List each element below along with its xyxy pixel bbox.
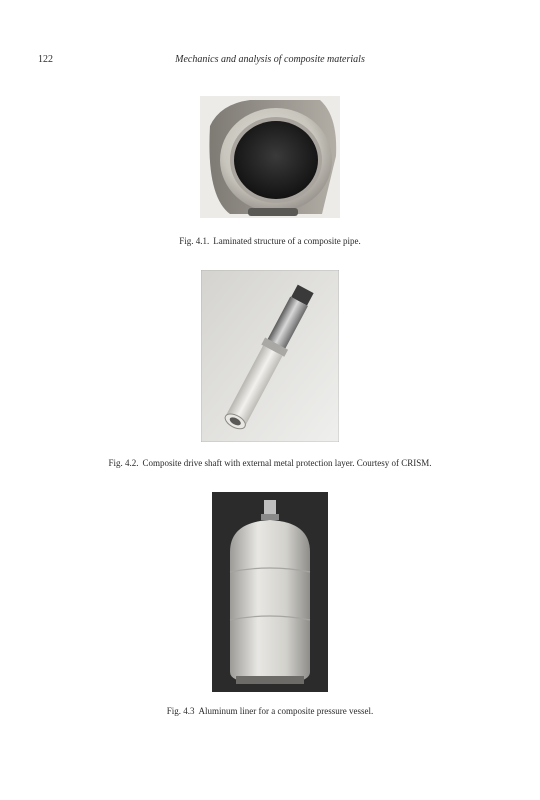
- figure-4-3-caption: [0, 706, 540, 716]
- page-number: 122: [38, 54, 53, 65]
- figure-4-2-caption: [0, 458, 540, 468]
- figure-4-1-caption: [0, 236, 540, 246]
- figure-label: Fig. 4.3: [166, 706, 195, 716]
- running-head: Mechanics and analysis of composite materials: [175, 54, 365, 65]
- figure-label: Fig. 4.1.: [179, 236, 210, 246]
- figure-caption-text: Aluminum liner for a composite pressure vessel.: [198, 706, 374, 716]
- figure-4-1-image: [0, 96, 540, 218]
- figure-4-2-image: [0, 270, 540, 442]
- figure-label: Fig. 4.2.: [108, 458, 139, 468]
- figure-caption-text: Composite drive shaft with external metal protection layer. Courtesy of CRISM.: [142, 458, 432, 468]
- figure-4-3-image: [0, 492, 540, 692]
- figure-caption-text: Laminated structure of a composite pipe.: [213, 236, 361, 246]
